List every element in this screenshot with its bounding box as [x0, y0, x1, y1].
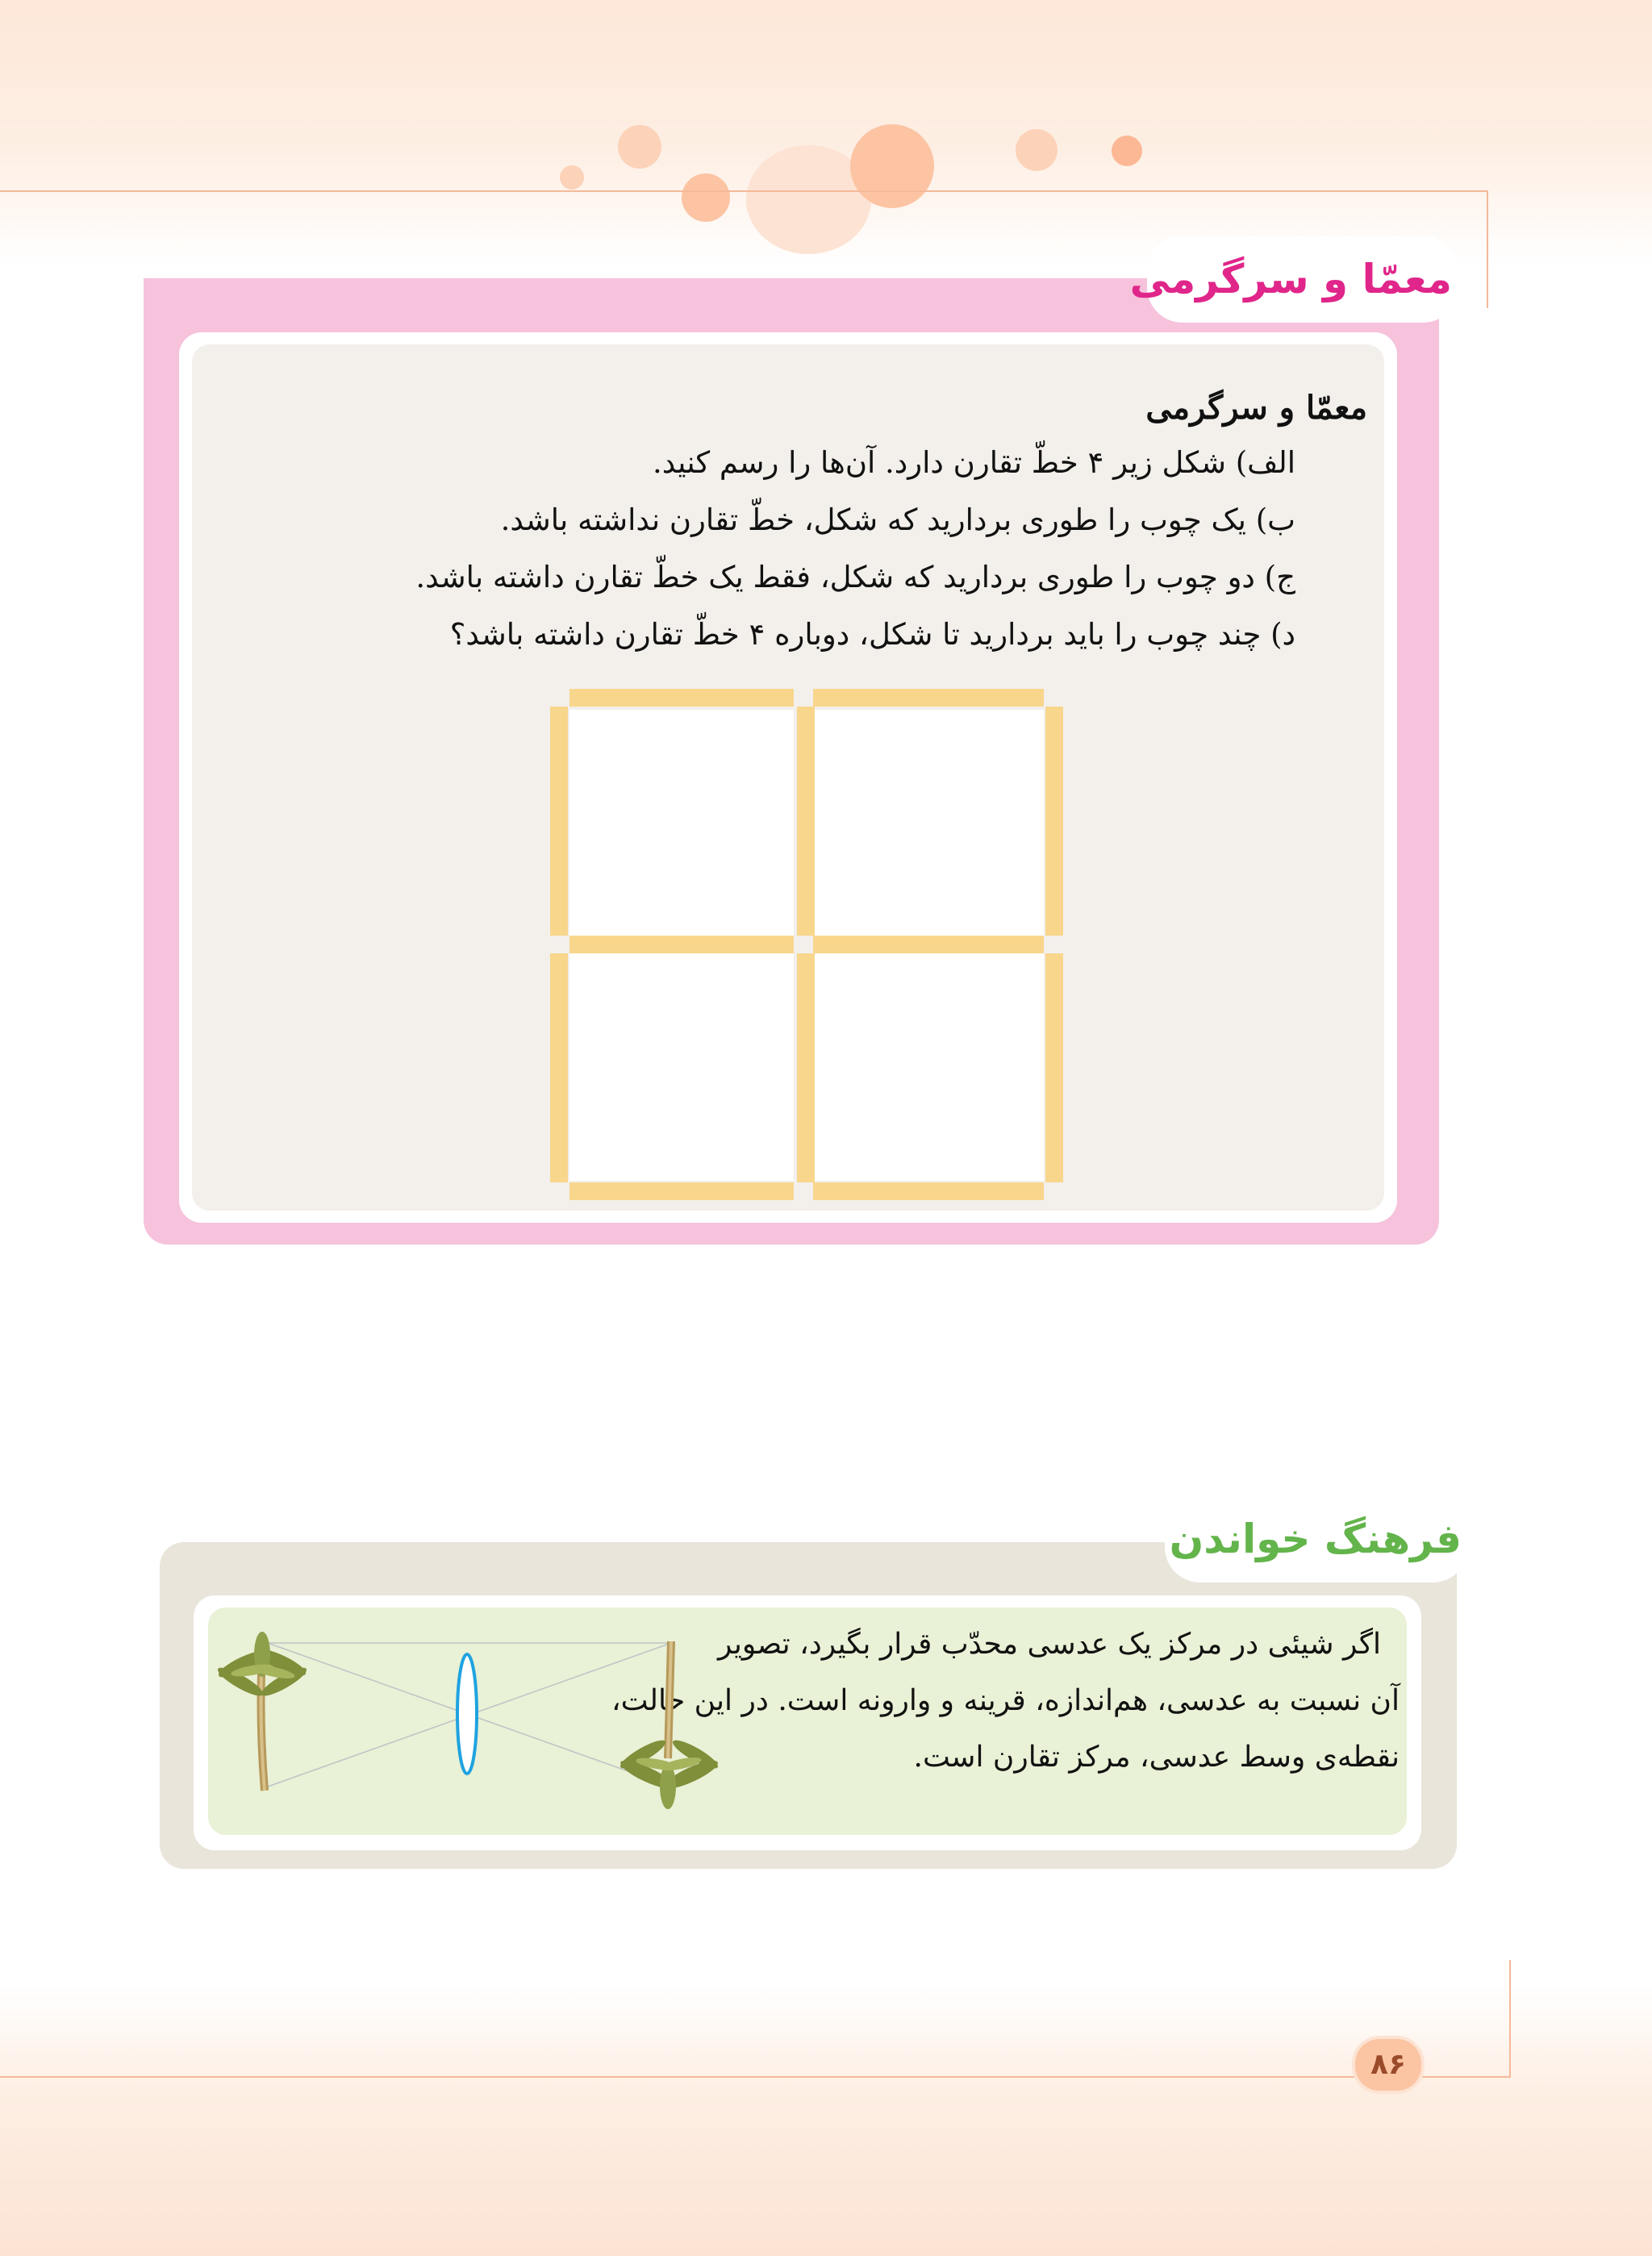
- footer-rule-end: [1509, 1960, 1511, 2078]
- matchstick: [813, 936, 1044, 953]
- puzzle-question-c: ج) دو چوب را طوری بردارید که شکل، فقط یک خطّ تقارن داشته باشد.: [415, 560, 1295, 594]
- matchstick: [550, 707, 568, 936]
- footer-band: [0, 1984, 1652, 2256]
- matchstick: [797, 953, 815, 1182]
- header-dot: [618, 125, 661, 169]
- reading-text-line: نقطه‌ی وسط عدسی، مرکز تقارن است.: [913, 1741, 1400, 1774]
- matchstick-grid-icon: [550, 689, 1063, 1200]
- puzzle-question-d: د) چند چوب را باید بردارید تا شکل، دوباره ۴ خطّ تقارن داشته باشد؟: [449, 617, 1295, 652]
- header-dot: [682, 173, 730, 222]
- page-number: ۸۶: [1355, 2039, 1421, 2091]
- header-rule: [0, 190, 1487, 192]
- matchstick: [550, 953, 568, 1182]
- matchstick: [569, 689, 794, 707]
- palm-lens-illustration: [211, 1625, 728, 1835]
- header-dot: [1112, 136, 1142, 166]
- reading-text-line: اگر شیئی در مرکز یک عدسی محدّب قرار بگیرد، تصویر: [717, 1628, 1381, 1661]
- matchstick: [1045, 707, 1063, 936]
- matchstick: [813, 689, 1044, 707]
- matchstick: [569, 1182, 794, 1200]
- reading-section-title: فرهنگ خواندن: [1171, 1502, 1462, 1576]
- header-dot: [560, 165, 584, 190]
- puzzle-section-title: معمّا و سرگرمی: [1153, 242, 1452, 316]
- header-dot: [850, 124, 934, 208]
- reading-text-line: آن نسبت به عدسی، هم‌اندازه، قرینه و وارونه است. در این حالت،: [611, 1684, 1400, 1717]
- puzzle-question-b: ب) یک چوب را طوری بردارید که شکل، خطّ تقارن نداشته باشد.: [500, 502, 1295, 537]
- footer-rule: [0, 2076, 1510, 2078]
- inverted-palm-tree-icon: [617, 1641, 720, 1809]
- header-dot: [1016, 129, 1058, 171]
- puzzle-heading: معمّا و سرگرمی: [1145, 389, 1367, 427]
- matchstick: [797, 707, 815, 936]
- convex-lens-icon: [457, 1654, 477, 1774]
- matchstick: [569, 936, 794, 953]
- matchstick: [813, 1182, 1044, 1200]
- header-rule-end: [1487, 190, 1488, 308]
- puzzle-question-a: الف) شکل زیر ۴ خطّ تقارن دارد. آن‌ها را رسم کنید.: [652, 445, 1295, 480]
- matchstick: [1045, 953, 1063, 1182]
- palm-tree-icon: [215, 1632, 309, 1791]
